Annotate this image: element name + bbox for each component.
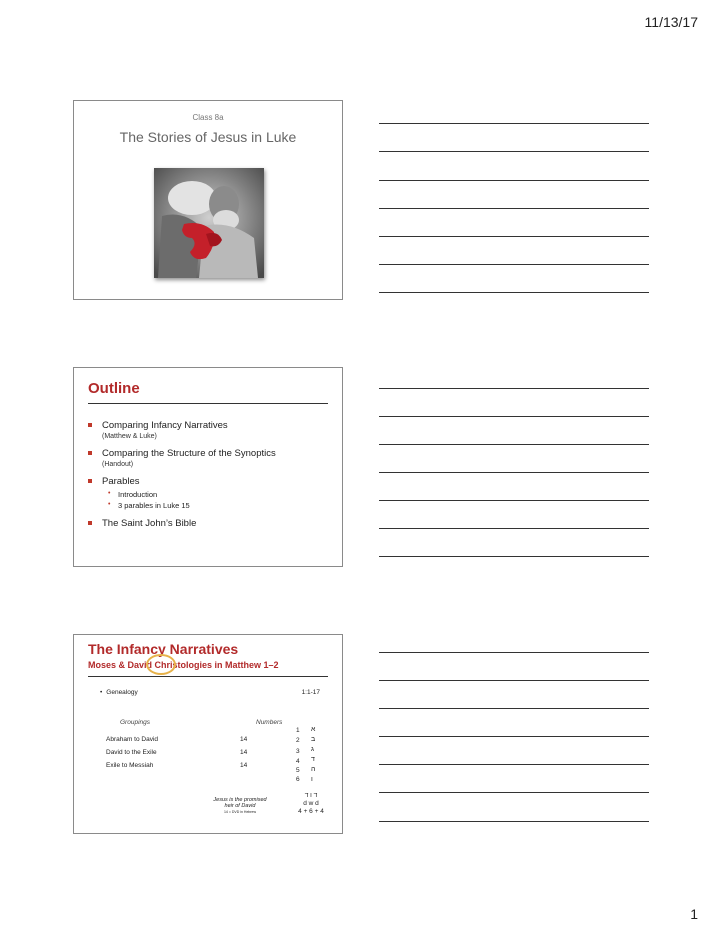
page-date: 11/13/17 — [644, 14, 698, 30]
note-line — [379, 264, 649, 265]
slide-title-text: The Stories of Jesus in Luke — [119, 129, 297, 145]
number-value: 1 — [296, 727, 300, 734]
groupings-header: Groupings — [120, 719, 150, 726]
note-line — [379, 236, 649, 237]
outline-item — [88, 518, 328, 529]
gematria-sum: 4 + 6 + 4 — [298, 808, 324, 815]
caption-line: heir of David — [224, 803, 256, 809]
hebrew-letter: ו — [311, 776, 313, 783]
caption-line: Jesus is the promised — [213, 797, 267, 803]
number-value: 3 — [296, 748, 300, 755]
slide-infancy-narratives — [73, 634, 343, 834]
note-line — [379, 528, 649, 529]
outline-title: Outline — [88, 380, 140, 397]
genealogy-label: • Genealogy — [100, 689, 138, 696]
latin-david: d w d — [303, 800, 319, 807]
outline-item — [88, 448, 328, 468]
david-gematria — [296, 792, 326, 816]
caption-note: 14 = DVD in Hebrew — [223, 810, 256, 814]
title-rule — [88, 403, 328, 404]
outline-list — [88, 420, 328, 537]
grouping-name: Abraham to David — [106, 736, 159, 743]
outline-item-label: The Saint John’s Bible — [102, 518, 197, 529]
note-line — [379, 556, 649, 557]
note-line — [379, 444, 649, 445]
class-label: Class 8a — [192, 113, 224, 122]
infancy-title: The Infancy Narratives — [88, 641, 239, 657]
genealogy-reference: 1:1-17 — [301, 689, 320, 696]
outline-item-label: Comparing Infancy Narratives — [102, 420, 228, 431]
note-line — [379, 764, 649, 765]
note-line — [379, 388, 649, 389]
grouping-count: 14 — [240, 762, 248, 769]
title-rule — [88, 676, 328, 677]
slide-outline — [73, 367, 343, 567]
grouping-name: David to the Exile — [106, 749, 157, 756]
infancy-subtitle: Moses & David Christologies in Matthew 1–2 — [88, 660, 279, 670]
hebrew-david: ד ו ד — [304, 792, 318, 799]
note-line — [379, 416, 649, 417]
outline-subitem: • 3 parables in Luke 15 — [108, 501, 328, 510]
page-number: 1 — [690, 906, 698, 922]
note-line — [379, 123, 649, 124]
slide-title — [73, 100, 343, 300]
note-line — [379, 500, 649, 501]
number-value: 6 — [296, 776, 300, 783]
grouping-name: Exile to Messiah — [106, 762, 154, 769]
note-line — [379, 680, 649, 681]
david-highlight-circle — [146, 654, 176, 675]
embrace-photo — [154, 168, 264, 278]
note-line — [379, 652, 649, 653]
note-line — [379, 821, 649, 822]
hebrew-letter: ד — [311, 756, 315, 763]
note-line — [379, 472, 649, 473]
outline-item-note: (Handout) — [102, 461, 134, 468]
outline-sublist — [108, 490, 328, 510]
grouping-count: 14 — [240, 749, 248, 756]
outline-item — [88, 476, 328, 510]
note-line — [379, 151, 649, 152]
number-value: 2 — [296, 737, 300, 744]
outline-item-label: Comparing the Structure of the Synoptics — [102, 448, 276, 459]
note-line — [379, 208, 649, 209]
number-value: 5 — [296, 767, 300, 774]
grouping-count: 14 — [240, 736, 248, 743]
numbers-header: Numbers — [256, 719, 283, 726]
outline-item-label: Parables — [102, 476, 140, 487]
outline-subitem: • Introduction — [108, 490, 328, 499]
hebrew-letter: ב — [311, 736, 316, 743]
hebrew-letter: ה — [311, 766, 316, 773]
note-line — [379, 736, 649, 737]
note-line — [379, 292, 649, 293]
number-value: 4 — [296, 758, 300, 765]
note-line — [379, 180, 649, 181]
hebrew-letter: א — [311, 726, 316, 733]
note-line — [379, 708, 649, 709]
david-caption — [210, 797, 270, 815]
outline-item-note: (Matthew & Luke) — [102, 433, 157, 440]
outline-item — [88, 420, 328, 440]
note-line — [379, 792, 649, 793]
hebrew-letter: ג — [311, 746, 314, 753]
